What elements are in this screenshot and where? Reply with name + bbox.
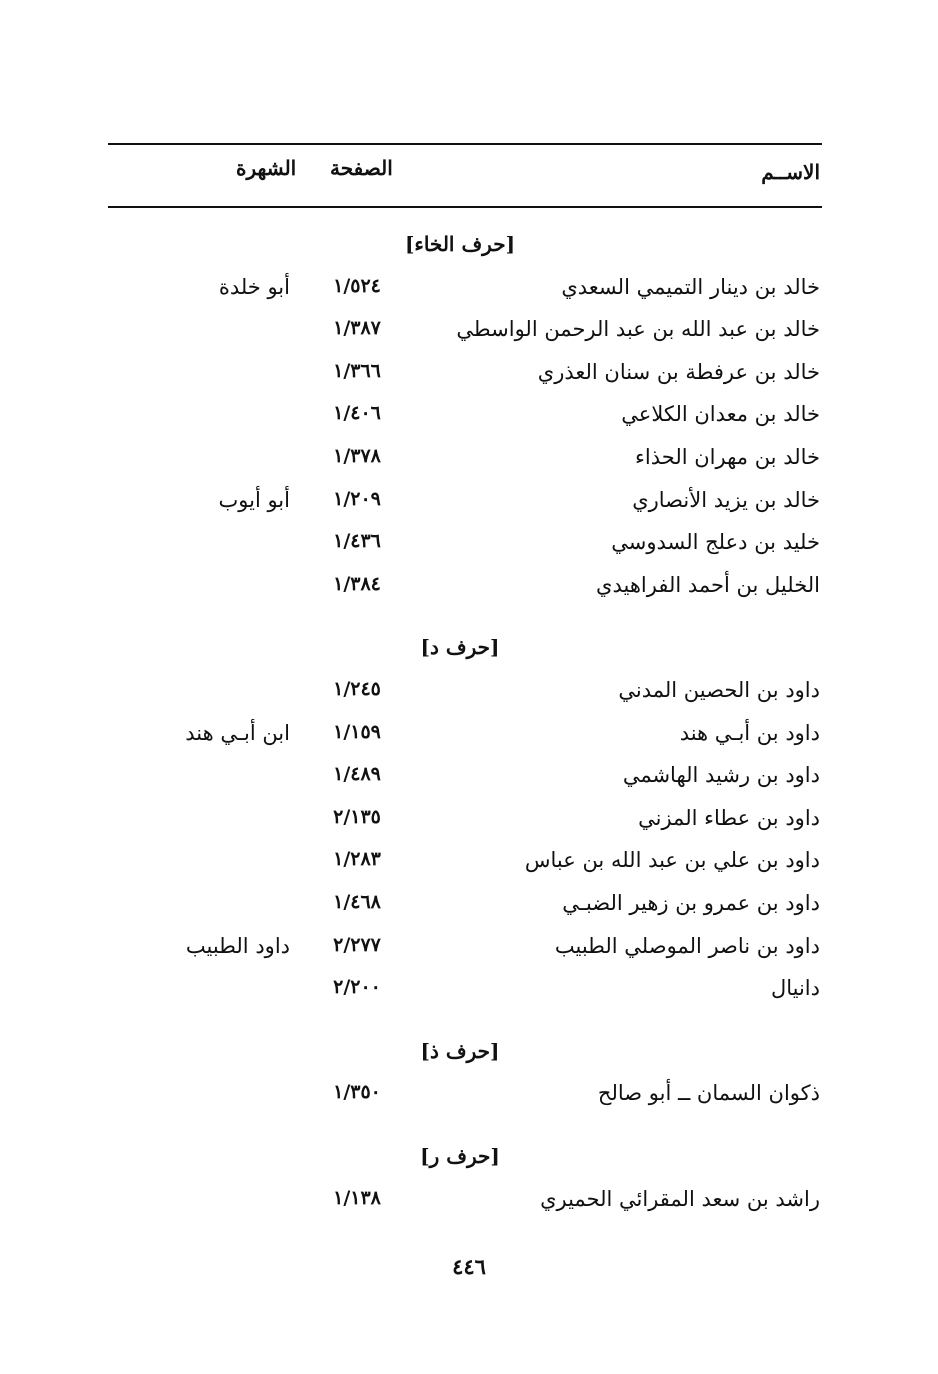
table-row [0, 530, 938, 570]
entry-page: ١/٤٠٦ [333, 402, 381, 425]
column-header-fame: الشهرة [236, 156, 297, 180]
entry-page: ١/٤٨٩ [333, 763, 381, 786]
entry-page: ١/٣٦٦ [333, 359, 381, 382]
entry-name: راشد بن سعد المقرائي الحميري [540, 1186, 820, 1211]
entry-page: ١/٣٨٧ [333, 317, 381, 340]
entry-name: داود بن رشيد الهاشمي [622, 763, 820, 788]
table-row [0, 488, 938, 528]
entry-name: خالد بن دينار التميمي السعدي [561, 274, 820, 299]
entry-name: خليد بن دعلج السدوسي [611, 530, 820, 555]
table-row [0, 934, 938, 974]
entry-page: ١/٣٧٨ [333, 445, 381, 467]
entry-page: ١/٥٢٤ [333, 274, 381, 297]
section-header [0, 232, 938, 272]
entry-name: خالد بن عبد الله بن عبد الرحمن الواسطي [456, 317, 820, 342]
entry-name: دانيال [770, 976, 820, 1001]
column-header-page: الصفحة [330, 156, 393, 180]
entry-name: خالد بن مهران الحذاء [635, 445, 820, 469]
table-row [0, 317, 938, 357]
entry-name: داود بن عطاء المزني [638, 805, 820, 830]
entry-page: ١/٣٨٤ [333, 572, 381, 595]
entry-name: داود بن الحصين المدني [618, 678, 820, 702]
table-row [0, 360, 938, 400]
entry-name: داود بن ناصر الموصلي الطبيب [554, 933, 820, 958]
table-row [0, 891, 938, 931]
entry-name: ذكوان السمان ــ أبو صالح [597, 1081, 820, 1106]
section-header [0, 1144, 938, 1184]
entry-name: خالد بن يزيد الأنصاري [632, 487, 820, 512]
entry-page: ٢/٢٠٠ [333, 976, 381, 999]
section-label: [حرف الخاء] [404, 232, 516, 256]
section-header [0, 635, 938, 675]
section-header [0, 1039, 938, 1079]
entry-page: ١/٢٨٣ [333, 848, 381, 871]
entry-page: ١/٤٦٨ [333, 891, 381, 913]
entry-page: ١/٢٤٥ [333, 678, 381, 700]
table-row [0, 763, 938, 803]
column-header-name: الاســم [761, 160, 820, 184]
entry-name: خالد بن معدان الكلاعي [621, 402, 820, 427]
section-label: [حرف ر] [420, 1144, 500, 1168]
table-row [0, 678, 938, 718]
entry-fame: داود الطبيب [185, 933, 290, 958]
table-row [0, 1187, 938, 1227]
table-row [0, 806, 938, 846]
table-row [0, 721, 938, 761]
table-row [0, 573, 938, 613]
entry-name: داود بن عمرو بن زهير الضبـي [562, 891, 820, 915]
entry-page: ٢/١٣٥ [333, 805, 381, 828]
entry-page: ١/١٥٩ [333, 720, 381, 743]
page-number: ٤٤٦ [452, 1254, 486, 1279]
entry-fame: أبو أيوب [218, 487, 290, 512]
entry-name: الخليل بن أحمد الفراهيدي [596, 572, 820, 597]
entry-name: داود بن علي بن عبد الله بن عباس [524, 848, 820, 873]
table-row [0, 275, 938, 315]
table-row [0, 1081, 938, 1121]
table-row [0, 976, 938, 1016]
entry-page: ١/١٣٨ [333, 1186, 381, 1209]
entry-page: ١/٤٣٦ [333, 530, 381, 553]
table-row [0, 445, 938, 485]
entry-page: ١/٢٠٩ [333, 487, 381, 510]
section-label: [حرف ذ] [420, 1038, 500, 1063]
entry-page: ٢/٢٧٧ [333, 933, 381, 956]
entry-name: داود بن أبـي هند [679, 720, 820, 745]
entry-fame: ابن أبـي هند [185, 720, 290, 745]
entry-fame: أبو خلدة [218, 274, 290, 299]
table-row [0, 848, 938, 888]
table-row [0, 402, 938, 442]
section-label: [حرف د] [420, 635, 500, 660]
entry-page: ١/٣٥٠ [333, 1081, 381, 1104]
entry-name: خالد بن عرفطة بن سنان العذري [537, 359, 820, 384]
